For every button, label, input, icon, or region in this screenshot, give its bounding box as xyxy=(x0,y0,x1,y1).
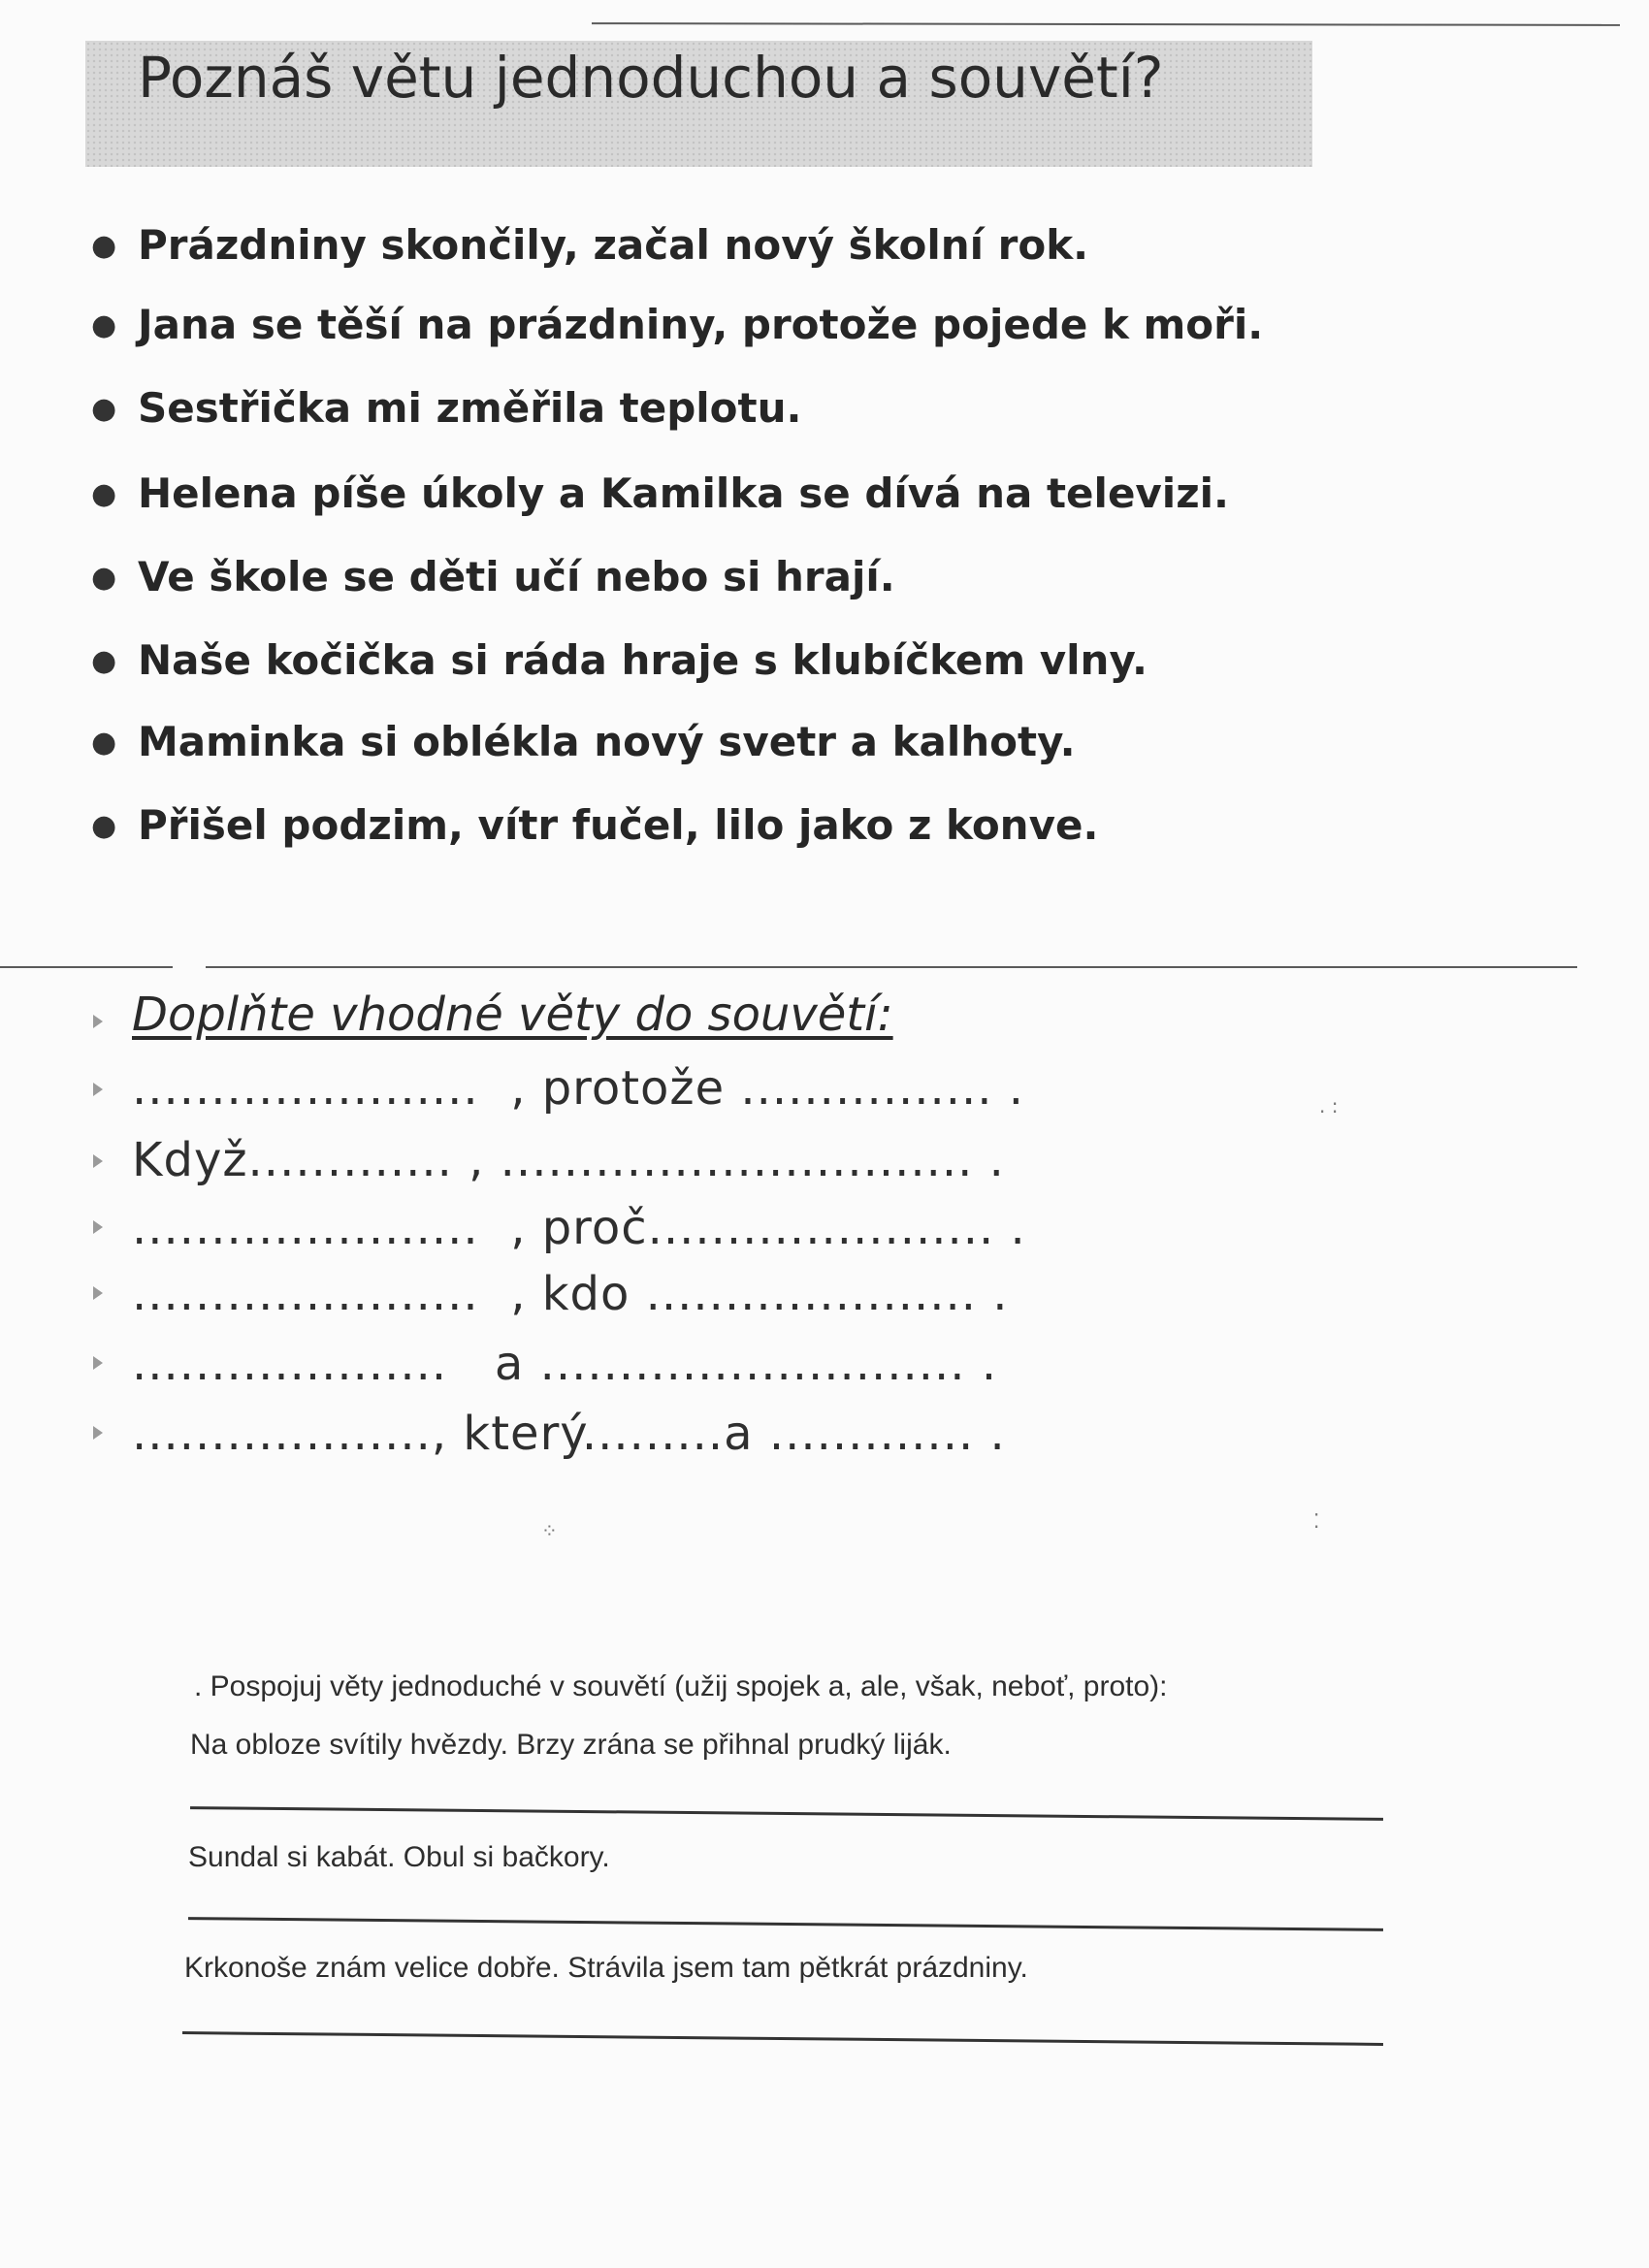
sentence-text: Sestřička mi změřila teplotu. xyxy=(138,384,802,432)
fill-task-instruction: Doplňte vhodné věty do souvětí: xyxy=(132,988,893,1042)
sentence-item xyxy=(91,718,1076,765)
sentence-item xyxy=(91,801,1099,849)
bullet-icon: ● xyxy=(91,809,117,843)
sentence-text: Přišel podzim, vítr fučel, lilo jako z konve. xyxy=(138,801,1099,849)
fill-line: .................... a ........................... . xyxy=(132,1337,998,1391)
bullet-icon: ● xyxy=(91,392,117,426)
bullet-icon: ● xyxy=(91,229,117,263)
section-divider xyxy=(0,966,173,968)
bullet-icon: ● xyxy=(91,726,117,760)
sentence-item xyxy=(91,221,1089,269)
sentence-item xyxy=(91,636,1148,684)
answer-line xyxy=(182,2031,1383,2046)
page-title: Poznáš větu jednoduchou a souvětí? xyxy=(138,45,1164,111)
fill-line: Když............. , .............................. . xyxy=(132,1133,1005,1187)
top-rule xyxy=(592,22,1620,26)
bullet-icon: ● xyxy=(91,308,117,342)
bullet-icon: ● xyxy=(91,561,117,595)
arrow-marker-icon xyxy=(93,1286,103,1300)
join-task-item: Na obloze svítily hvězdy. Brzy zrána se přihnal prudký liják. xyxy=(190,1729,952,1761)
bullet-icon: ● xyxy=(91,477,117,511)
bullet-icon: ● xyxy=(91,644,117,678)
sentence-item xyxy=(91,301,1264,348)
arrow-marker-icon xyxy=(93,1426,103,1440)
answer-line xyxy=(190,1806,1383,1821)
fill-line: ...................... , protože ................ . xyxy=(132,1061,1025,1116)
fill-line: ...................... , proč...................... . xyxy=(132,1201,1026,1255)
sentence-item xyxy=(91,470,1229,517)
join-task-instruction: . Pospojuj věty jednoduché v souvětí (užij spojek a, ale, však, neboť, proto): xyxy=(194,1670,1168,1702)
sentence-item xyxy=(91,553,895,600)
scan-speck: . : xyxy=(1319,1094,1339,1118)
sentence-text: Helena píše úkoly a Kamilka se dívá na televizi. xyxy=(138,470,1229,517)
fill-line: ..................., který.........a ............. . xyxy=(132,1407,1006,1461)
arrow-marker-icon xyxy=(93,1154,103,1168)
section-divider xyxy=(206,966,1577,968)
answer-line xyxy=(188,1917,1383,1931)
sentence-item xyxy=(91,384,802,432)
arrow-marker-icon xyxy=(93,1083,103,1096)
sentence-text: Ve škole se děti učí nebo si hrají. xyxy=(138,553,895,600)
arrow-marker-icon xyxy=(93,1356,103,1370)
join-task-item: Krkonoše znám velice dobře. Strávila jsem tam pětkrát prázdniny. xyxy=(184,1952,1028,1984)
sentence-text: Maminka si oblékla nový svetr a kalhoty. xyxy=(138,718,1076,765)
sentence-text: Jana se těší na prázdniny, protože pojede k moři. xyxy=(138,301,1264,348)
sentence-text: Prázdniny skončily, začal nový školní rok. xyxy=(138,221,1089,269)
scan-speck: ⁚ xyxy=(1313,1509,1320,1533)
arrow-marker-icon xyxy=(93,1220,103,1234)
join-task-item: Sundal si kabát. Obul si bačkory. xyxy=(188,1841,610,1873)
sentence-text: Naše kočička si ráda hraje s klubíčkem vlny. xyxy=(138,636,1148,684)
scan-speck: ⁘ xyxy=(541,1519,558,1542)
fill-line: ...................... , kdo ..................... . xyxy=(132,1267,1009,1321)
arrow-marker-icon xyxy=(93,1015,103,1028)
